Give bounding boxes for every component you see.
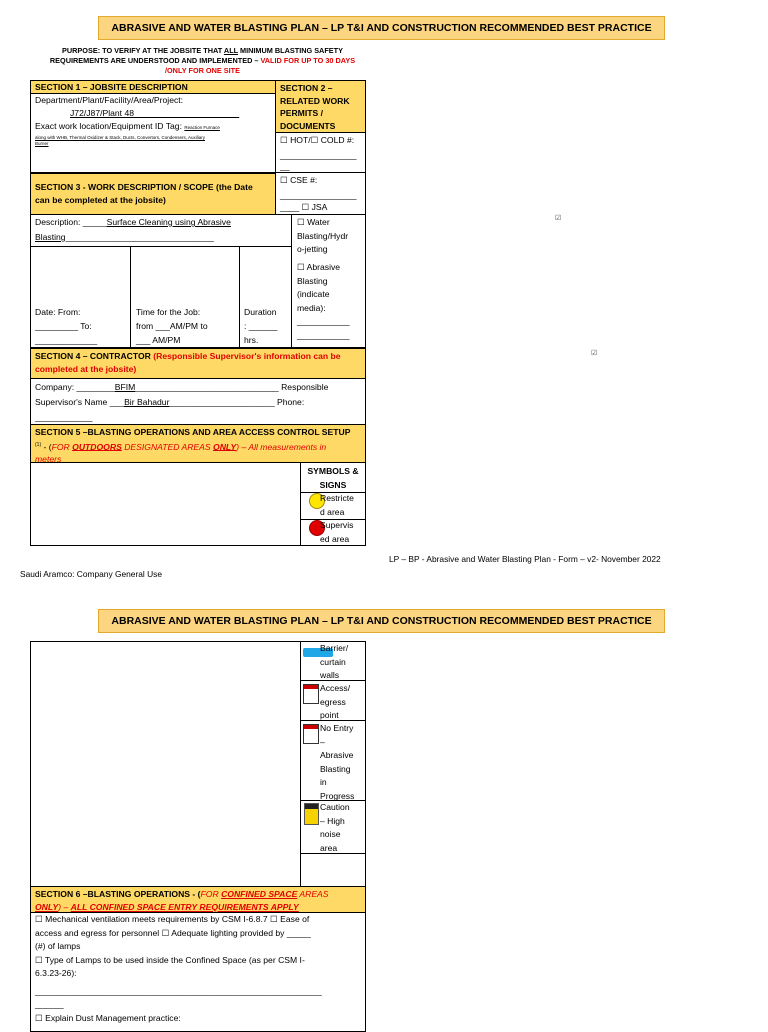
- dept-value[interactable]: J72/J87/Plant 48______________________: [70, 108, 240, 118]
- barrier-label: [320, 642, 348, 683]
- media-field[interactable]: ___________: [297, 329, 350, 340]
- purpose-text: MINIMUM BLASTING SAFETY: [237, 46, 343, 55]
- no-entry-text: Abrasive: [320, 750, 354, 760]
- location-value[interactable]: Burner: [35, 141, 49, 146]
- restricted-area-label: [320, 492, 354, 519]
- page-title-banner: [98, 609, 665, 633]
- caution-text: noise: [320, 829, 341, 839]
- date-field[interactable]: _________ To:: [35, 321, 92, 331]
- no-entry-text: Blasting: [320, 763, 351, 774]
- section6-title: ) –: [58, 901, 71, 912]
- lamp-type-field[interactable]: ______: [35, 999, 64, 1009]
- section4-note: (Responsible Supervisor's information can be: [153, 351, 341, 361]
- barrier-text: walls: [320, 670, 340, 680]
- water-blasting-label: ☐ Water: [297, 217, 330, 227]
- section6-content: [35, 913, 365, 1025]
- form-version: LP – BP - Abrasive and Water Blasting Plan - Form – v2- November 2022: [389, 554, 661, 564]
- divider: [275, 172, 366, 173]
- duration-unit: hrs.: [244, 335, 259, 345]
- restricted-label-text: d area: [320, 506, 345, 517]
- media-field[interactable]: ___________: [297, 316, 350, 326]
- footnote-marker: (1): [35, 441, 42, 448]
- section2-title: RELATED WORK: [280, 95, 350, 106]
- supervisor-row: [35, 396, 304, 410]
- date-label: Date: From:: [35, 307, 81, 317]
- page-title-banner: [98, 16, 665, 40]
- supervised-area-label: [320, 519, 353, 546]
- section2-title: PERMITS /: [280, 108, 323, 118]
- section2-title: DOCUMENTS: [280, 120, 336, 131]
- permit-number-field[interactable]: __: [280, 161, 290, 171]
- divider: [30, 246, 292, 247]
- section6-title: FOR: [200, 889, 222, 899]
- purpose-text: ALL: [223, 46, 238, 55]
- water-blasting-checkbox[interactable]: [297, 216, 348, 257]
- divider: [300, 641, 301, 887]
- abrasive-blasting-label: ☐ Abrasive: [297, 262, 341, 272]
- lamp-type-text: 6.3.23-26):: [35, 968, 77, 978]
- checkbox-icon: ☑: [555, 215, 562, 222]
- dust-management-checkbox[interactable]: ☐ Explain Dust Management practice:: [35, 1012, 181, 1023]
- access-label: [320, 682, 350, 723]
- access-text: Access/: [320, 683, 351, 693]
- section5-subtitle: ) – All measurements in: [236, 441, 327, 452]
- section5-subtitle: OUTDOORS: [72, 441, 122, 452]
- symbols-title: SIGNS: [319, 479, 347, 490]
- access-lighting-checkbox[interactable]: access and egress for personnel ☐ Adequate lighting provided by _____: [35, 927, 311, 938]
- supervised-label-text: Supervis: [320, 520, 354, 530]
- water-blasting-label: Blasting/Hydr: [297, 230, 349, 241]
- location-label: Exact work location/Equipment ID Tag:: [35, 121, 182, 131]
- section5-subtitle: - (: [41, 441, 52, 452]
- no-entry-text: –: [320, 736, 325, 747]
- company-label: Company: ________: [35, 382, 115, 392]
- no-entry-text: No Entry: [320, 723, 354, 733]
- section5-subtitle: meters: [35, 453, 62, 464]
- classification-label: Saudi Aramco: Company General Use: [20, 569, 162, 579]
- section1-header: [30, 80, 276, 94]
- caution-sign-icon: [304, 803, 319, 825]
- no-entry-text: Progress: [320, 790, 355, 801]
- checkbox-icon: ☑: [591, 350, 598, 357]
- access-sign-icon: [303, 684, 319, 704]
- time-field[interactable]: from ___AM/PM to: [136, 321, 208, 331]
- abrasive-blasting-label: media):: [297, 302, 326, 313]
- section4-note: completed at the jobsite): [35, 364, 137, 374]
- page-title: ABRASIVE AND WATER BLASTING PLAN – LP T&I AND CONSTRUCTION RECOMMENDED BEST PRACTICE: [111, 22, 652, 34]
- purpose-validity: /ONLY FOR ONE SITE: [164, 66, 240, 75]
- no-entry-sign-icon: [303, 724, 319, 744]
- location-row: [35, 120, 220, 135]
- duration-label: Duration: [244, 307, 277, 317]
- lamp-type-field[interactable]: ____________________________________________________________: [35, 985, 322, 996]
- abrasive-blasting-label: Blasting: [297, 275, 328, 286]
- restricted-label-text: Restricte: [320, 493, 354, 503]
- section6-title: ALL CONFINED SPACE ENTRY REQUIREMENTS APPLY: [70, 901, 299, 912]
- permit-number-field[interactable]: ________________: [280, 150, 357, 160]
- time-field[interactable]: ___ AM/PM: [136, 335, 181, 345]
- purpose-statement: [30, 46, 375, 76]
- description-value[interactable]: Blasting: [35, 232, 66, 242]
- section2-title: SECTION 2 –: [280, 83, 333, 93]
- purpose-validity: VALID FOR UP TO 30 DAYS: [260, 56, 356, 65]
- section3-header: [30, 173, 276, 215]
- description-value[interactable]: Surface Cleaning using Abrasive: [106, 217, 231, 227]
- jsa-checkbox[interactable]: ____ ☐ JSA: [280, 202, 328, 212]
- section3-title: SECTION 3 - WORK DESCRIPTION / SCOPE (the Date: [35, 182, 253, 192]
- section5-drawing-area[interactable]: [30, 641, 366, 887]
- section6-title: AREAS: [297, 889, 329, 899]
- supervisor-label: Supervisor's Name ___: [35, 397, 125, 407]
- purpose-text: REQUIREMENTS ARE UNDERSTOOD AND IMPLEMENTED –: [49, 56, 261, 65]
- section3-title: can be completed at the jobsite): [35, 195, 166, 205]
- section5-subtitle: FOR: [51, 441, 73, 452]
- purpose-text: PURPOSE: TO VERIFY AT THE JOBSITE THAT: [62, 46, 224, 55]
- description-row: [35, 231, 214, 245]
- cse-permit-checkbox[interactable]: ☐ CSE #:: [280, 175, 318, 185]
- section5-header: [30, 424, 366, 463]
- symbols-title: SYMBOLS &: [307, 466, 359, 476]
- location-value[interactable]: Reaction Furnace: [184, 125, 220, 130]
- no-entry-text: in: [320, 777, 327, 787]
- abrasive-blasting-label: (indicate: [297, 289, 330, 299]
- ventilation-checkbox[interactable]: ☐ Mechanical ventilation meets requirements by CSM I-6.8.7 ☐ Ease of: [35, 914, 310, 924]
- section6-title: CONFINED SPACE: [221, 889, 298, 899]
- page-title: ABRASIVE AND WATER BLASTING PLAN – LP T&I AND CONSTRUCTION RECOMMENDED BEST PRACTICE: [111, 615, 652, 627]
- caution-text: – High: [320, 815, 345, 826]
- barrier-text: Barrier/: [320, 643, 349, 653]
- barrier-text: curtain: [320, 656, 346, 667]
- description-row: [35, 216, 231, 230]
- section5-title: SECTION 5 –BLASTING OPERATIONS AND AREA ACCESS CONTROL SETUP: [35, 427, 351, 437]
- supervisor-value[interactable]: Bir Bahadur: [124, 397, 170, 407]
- caution-text: Caution: [320, 802, 350, 812]
- symbols-header: [300, 465, 366, 492]
- section4-title: SECTION 4 – CONTRACTOR: [35, 351, 154, 361]
- abrasive-blasting-checkbox[interactable]: [297, 261, 350, 342]
- company-blank: ______________________________ Responsible: [135, 382, 329, 392]
- lamp-type-checkbox[interactable]: ☐ Type of Lamps to be used inside the Confined Space (as per CSM I-: [35, 954, 305, 965]
- time-label: Time for the Job:: [136, 307, 201, 317]
- section2-header: [275, 80, 366, 133]
- access-text: point: [320, 710, 339, 720]
- section4-header: [30, 348, 366, 379]
- company-value[interactable]: BFIM: [114, 382, 136, 392]
- divider: [130, 246, 131, 348]
- location-value[interactable]: along with WHB, Thermal Oxidizer & Stack, Ducts, Convertors, Condensers, Auxiliary: [35, 135, 205, 140]
- no-entry-label: [320, 722, 354, 803]
- section6-header: [30, 886, 366, 913]
- date-field[interactable]: _____________: [35, 335, 98, 345]
- supervised-label-text: ed area: [320, 533, 350, 544]
- description-blank: _______________________________: [65, 232, 214, 242]
- company-row: [35, 381, 328, 395]
- hot-cold-permit-checkbox[interactable]: ☐ HOT/☐ COLD #:: [280, 135, 355, 145]
- section5-subtitle: ONLY: [213, 441, 237, 452]
- access-text: egress: [320, 696, 346, 707]
- lamps-text: (#) of lamps: [35, 941, 81, 951]
- water-blasting-label: o-jetting: [297, 244, 328, 254]
- section1-title: SECTION 1 – JOBSITE DESCRIPTION: [35, 82, 188, 92]
- caution-text: area: [320, 842, 338, 853]
- section6-title: SECTION 6 –BLASTING OPERATIONS - (: [35, 889, 201, 899]
- phone-label: ______________________ Phone:: [169, 397, 305, 407]
- dept-label: Department/Plant/Facility/Area/Project:: [35, 95, 184, 105]
- section6-title: ONLY: [35, 901, 59, 912]
- duration-field[interactable]: : ______: [244, 321, 278, 331]
- caution-label: [320, 801, 350, 855]
- section5-subtitle: DESIGNATED AREAS: [121, 441, 214, 452]
- description-label: Description: _____: [35, 217, 107, 227]
- phone-field[interactable]: ____________: [35, 412, 93, 422]
- divider: [239, 246, 240, 348]
- cse-number-field[interactable]: ________________: [280, 190, 357, 200]
